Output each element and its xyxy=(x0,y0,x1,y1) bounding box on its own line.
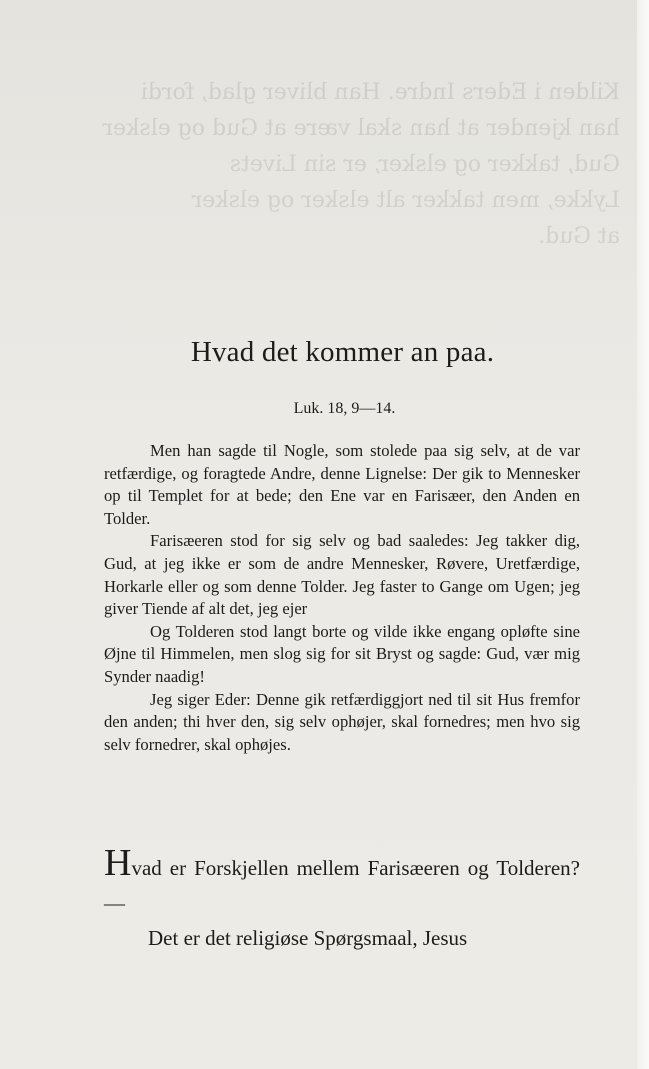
scripture-reference: Luk. 18, 9—14. xyxy=(293,400,396,417)
bleed-through-text: Kilden i Eders Indre. Han bliver glad, fordi han kjender at han skal være at Gud og elsker Gud, takker og elsker, er sin Livets Lykke, men takker alt elsker og elsker at Gud. xyxy=(102,80,620,249)
scripture-paragraph: Jeg siger Eder: Denne gik retfærdiggjort ned til sit Hus fremfor den anden; thi hver den, sig selv ophøjer, skal fornedres; men hvo sig selv fornedrer, skal ophøjes. xyxy=(104,689,580,754)
scripture-paragraph: Men han sagde til Nogle, som stolede paa sig selv, at de var retfærdige, og foragtede Andre, denne Lignelse: Der gik to Mennesker op til Templet for at bede; den Ene var en Farisæer, den Anden en Tolder. xyxy=(104,441,580,528)
scripture-paragraph: Og Tolderen stod langt borte og vilde ikke engang opløfte sine Øjne til Himmelen, men slog sig for sit Bryst og sagde: Gud, vær mig Synder naadig! xyxy=(104,621,580,686)
drop-cap: H xyxy=(104,842,132,884)
chapter-title: Hvad det kommer an paa. xyxy=(190,336,495,368)
body-text xyxy=(104,842,580,956)
question-text: vad er Forskjellen mellem Farisæeren og Tolderen? — xyxy=(104,856,580,915)
question-paragraph xyxy=(104,842,580,921)
page-edge xyxy=(637,0,649,1069)
scripture-paragraph: Farisæeren stod for sig selv og bad saaledes: Jeg takker dig, Gud, at jeg ikke er som de andre Mennesker, Røvere, Uretfærdige, Horkarle eller og som denne Tolder. Jeg faster to Gange om Ugen; jeg giver Tiende af alt det, jeg ejer xyxy=(104,531,580,619)
scripture-passage xyxy=(104,440,580,756)
continuation-paragraph: Det er det religiøse Spørgsmaal, Jesus xyxy=(148,926,468,950)
